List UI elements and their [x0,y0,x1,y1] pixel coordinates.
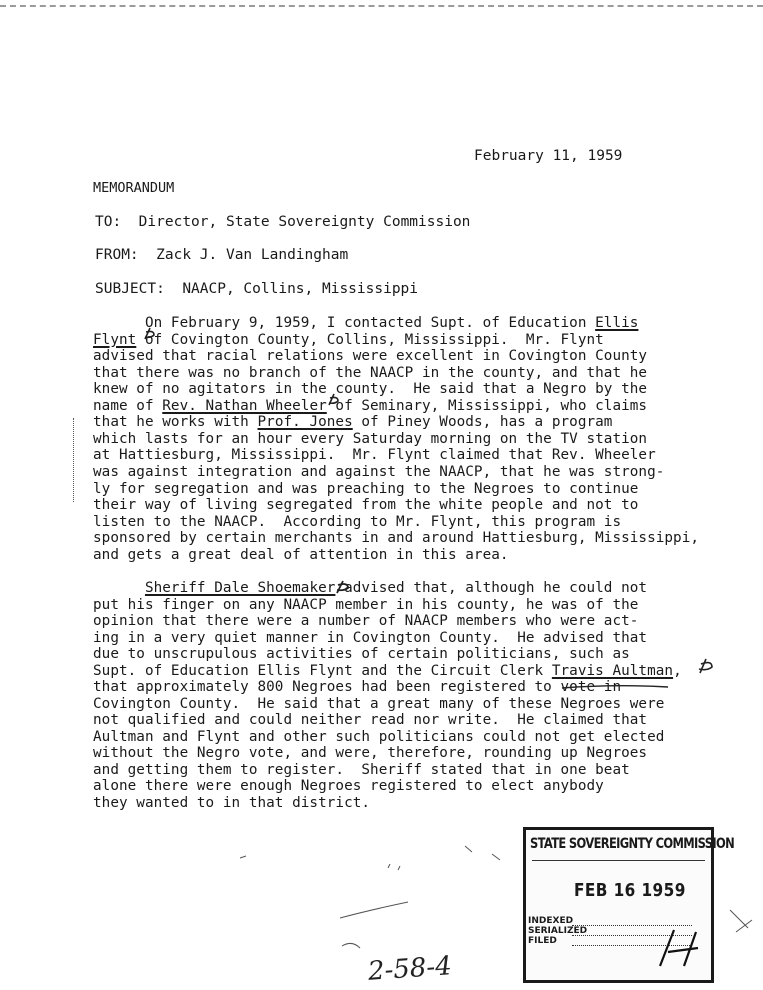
stray-pen-marks-icon [726,906,756,936]
handwritten-file-number: 2-58-4 [367,951,453,987]
p2-line: Aultman and Flynt and other such politicians could not get elected [93,729,665,745]
p1-line: their way of living segregated from the white people and not to [93,497,639,513]
p2-text: Supt. of Education Ellis Flynt and the Circuit Clerk [93,663,552,679]
stamp-divider [532,860,705,861]
to-line [95,214,470,230]
p1-line: was against integration and against the NAACP, that he was strong- [93,464,665,480]
from-label: FROM: [95,247,139,263]
p2-line [93,580,647,596]
p2-line: without the Negro vote, and were, therefore, rounding up Negroes [93,745,648,761]
p1-line [93,414,612,430]
handwritten-underline-icon [560,682,670,692]
handwritten-mark-icon [326,392,342,408]
p1-line: listen to the NAACP. According to Mr. Flynt, this program is [93,514,622,530]
p1-line: which lasts for an hour every Saturday morning on the TV station [93,431,648,447]
p1-text: name of [93,398,163,414]
from-line [95,247,348,263]
p1-line: sponsored by certain merchants in and around Hattiesburg, Mississippi, [93,530,700,546]
stamp-filed-label: FILED [528,936,557,946]
handwritten-mark-icon [334,579,352,595]
p2-line [93,663,682,679]
stray-pen-marks-icon [230,840,520,950]
p2-line: put his finger on any NAACP member in his county, he was of the [93,597,639,613]
p2-text: , [673,663,682,679]
name-ellis: Ellis [595,315,639,331]
handwritten-mark-icon [142,326,158,342]
stamp-serialized-label: SERIALIZED [528,926,588,936]
from-value: Zack J. Van Landingham [156,247,349,263]
to-value: Director, State Sovereignty Commission [138,214,471,230]
name-shoemaker: Sheriff Dale Shoemaker [144,580,336,596]
p1-line [93,315,638,331]
p1-line: and gets a great deal of attention in this area. [93,547,509,563]
handwritten-initials-icon [654,922,704,972]
name-jones: Prof. Jones [257,414,353,430]
p1-line: knew of no agitators in the county. He said that a Negro by the [93,381,648,397]
p1-line: at Hattiesburg, Mississippi. Mr. Flynt claimed that Rev. Wheeler [93,447,656,463]
memo-date: February 11, 1959 [474,148,623,164]
p1-line: advised that racial relations were excellent in Covington County [93,348,648,364]
subject-label: SUBJECT: [95,281,165,297]
p1-text: On February 9, 1959, I contacted Supt. of Education [93,315,596,331]
p1-text: of Covington County, Collins, Mississippi. Mr. Flynt [136,332,604,348]
commission-receipt-stamp [523,827,735,983]
p2-text: advised that, although he could not [335,580,648,596]
scan-top-edge [0,0,763,7]
handwritten-mark-icon [696,657,716,675]
p1-text: that he works with [93,414,258,430]
name-aultman: Travis Aultman [551,663,674,679]
p2-line: Covington County. He said that a great many of these Negroes were [93,696,665,712]
p2-line: ing in a very quiet manner in Covington County. He advised that [93,630,648,646]
name-flynt: Flynt [93,332,137,348]
p2-line: that approximately 800 Negroes had been registered to vote in [93,679,622,695]
subject-value: NAACP, Collins, Mississippi [182,281,419,297]
p2-line: they wanted to in that district. [93,795,371,811]
p1-text: of Seminary, Mississippi, who claims [326,398,648,414]
p2-line: alone there were enough Negroes registered to elect anybody [93,778,604,794]
p1-line: ly for segregation and was preaching to the Negroes to continue [93,481,639,497]
p1-line: that there was no branch of the NAACP in the county, and that he [93,365,648,381]
stamp-date: FEB 16 1959 [574,880,686,901]
p2-line: and getting them to register. Sheriff stated that in one beat [93,762,630,778]
name-wheeler: Rev. Nathan Wheeler [162,398,327,414]
stamp-indexed-label: INDEXED [528,916,574,926]
p2-line: opinion that there were a number of NAACP members who were act- [93,613,639,629]
p2-text [93,580,145,596]
to-label: TO: [95,214,122,230]
stamp-title: STATE SOVEREIGNTY COMMISSION [530,836,735,852]
memo-type-heading: MEMORANDUM [93,180,175,196]
p2-line: due to unscrupulous activities of certain politicians, such as [93,646,630,662]
p1-line [93,332,604,348]
margin-bracket-mark [73,418,76,502]
p1-line [93,398,647,414]
p1-text: of Piney Woods, has a program [352,414,613,430]
p2-line: not qualified and could neither read nor write. He claimed that [93,712,648,728]
subject-line [95,281,418,297]
